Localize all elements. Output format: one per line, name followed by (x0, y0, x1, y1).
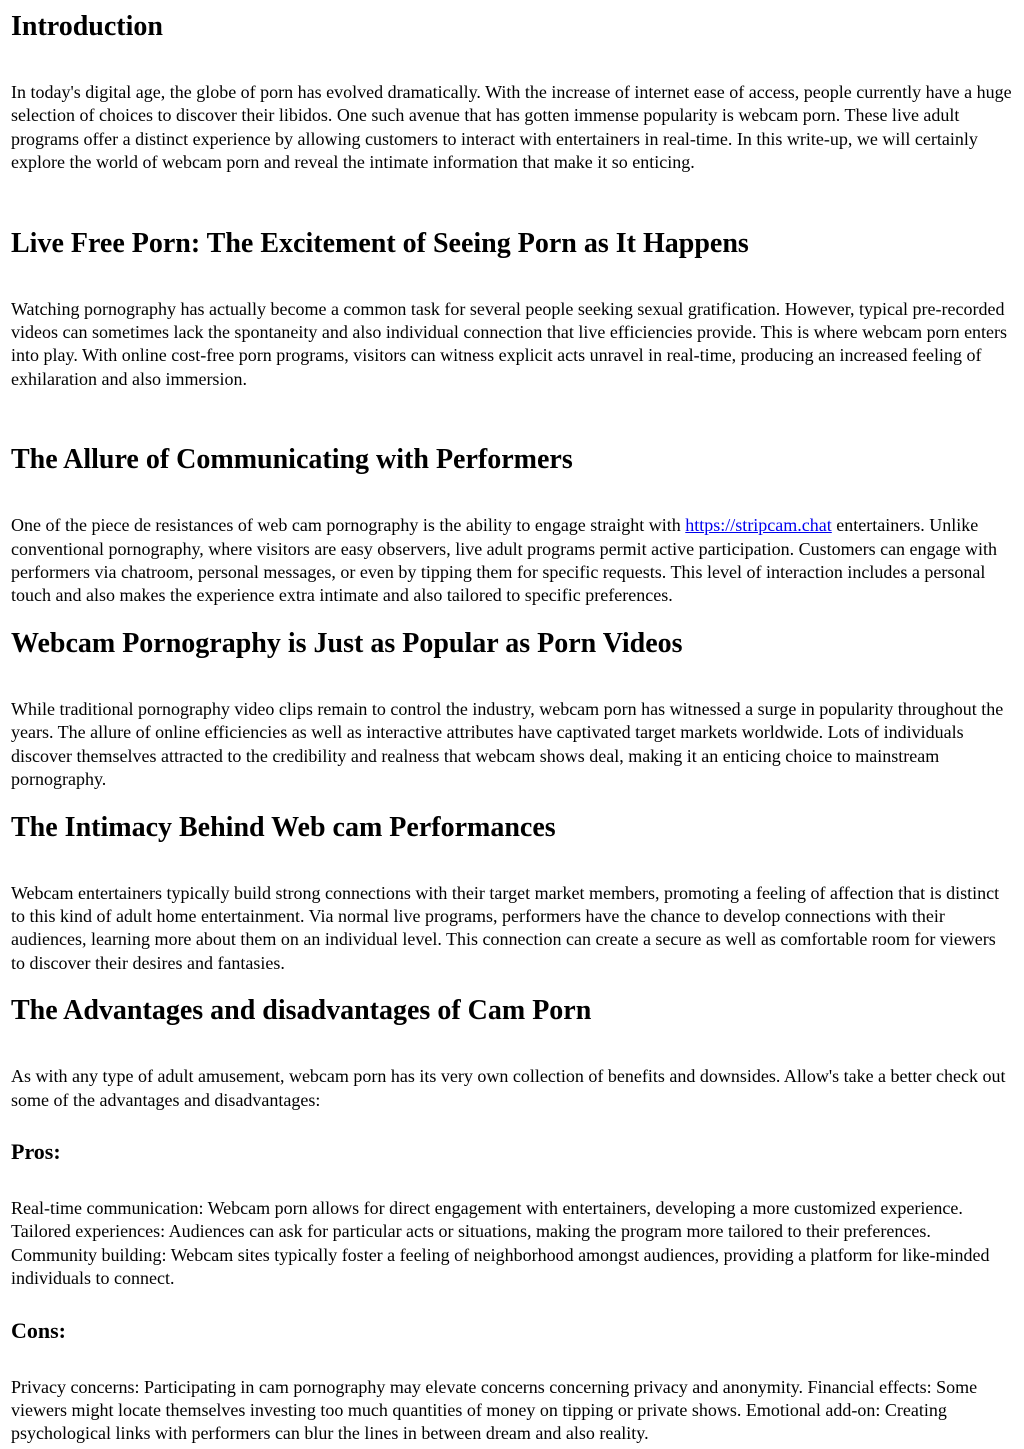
stripcam-link[interactable]: https://stripcam.chat (685, 515, 832, 536)
paragraph-intimacy: Webcam entertainers typically build strong connections with their target market members, promoting a feeling of affection that is distinct to this kind of adult home entertainment. Via normal live programs, performers have the chance to develop connections with their audiences, learning more about them on an individual level. This connection can create a secure as well as comfortable room for viewers to discover their desires and fantasies. (11, 882, 1000, 973)
paragraph-allure-text-before: One of the piece de resistances of web cam pornography is the ability to engage straight with (11, 515, 686, 536)
heading-live-free-porn: Live Free Porn: The Excitement of Seeing Porn as It Happens (11, 227, 749, 259)
paragraph-pros: Real-time communication: Webcam porn allows for direct engagement with entertainers, developing a more customized experience. Tailored experiences: Audiences can ask for particular acts or situations, making the program more tailored to their preferences. Community building: Webcam sites typically foster a feeling of neighborhood amongst audiences, providing a platform for like-minded individuals to connect. (11, 1197, 990, 1289)
heading-advantages-disadvantages: The Advantages and disadvantages of Cam Porn (11, 995, 592, 1027)
paragraph-live-free-porn: Watching pornography has actually become a common task for several people seeking sexual gratification. However, typical pre-recorded videos can sometimes lack the spontaneity and also individual connection that live efficiencies provide. This is where webcam porn enters into play. With online cost-free porn programs, visitors can witness explicit acts unravel in real-time, producing an increased feeling of exhilaration and also immersion. (11, 298, 1008, 389)
paragraph-webcam-popular: While traditional pornography video clips remain to control the industry, webcam porn has witnessed a surge in popularity throughout the years. The allure of online efficiencies as well as interactive attributes have captivated target markets worldwide. Lots of individuals discover themselves attracted to the credibility and realness that webcam shows deal, making it an enticing choice to mainstream pornography. (11, 698, 1004, 790)
heading-webcam-popular: Webcam Pornography is Just as Popular as Porn Videos (11, 627, 683, 659)
paragraph-introduction: In today's digital age, the globe of porn has evolved dramatically. With the increase of internet ease of access, people currently have a huge selection of choices to discover their libidos. One such avenue that has gotten immense popularity is webcam porn. These live adult programs offer a distinct experience by allowing customers to interact with entertainers in real-time. In this write-up, we will certainly explore the world of webcam porn and reveal the intimate information that make it so enticing. (11, 82, 1012, 173)
heading-introduction: Introduction (11, 11, 163, 42)
heading-allure: The Allure of Communicating with Performers (11, 444, 573, 476)
heading-cons: Cons: (11, 1317, 67, 1343)
heading-intimacy: The Intimacy Behind Web cam Performances (11, 811, 556, 843)
paragraph-cons: Privacy concerns: Participating in cam pornography may elevate concerns concerning privacy and anonymity. Financial effects: Some viewers might locate themselves investing too much quantities of money on tipping or private shows. Emotional add-on: Creating psychological links with performers can blur the lines in between dream and also reality. (11, 1376, 978, 1444)
paragraph-advantages-disadvantages: As with any type of adult amusement, webcam porn has its very own collection of benefits and downsides. Allow's take a better check out some of the advantages and disadvantages: (11, 1066, 1006, 1110)
paragraph-allure-text-after: entertainers. Unlike conventional pornography, where visitors are easy observers, live adult programs permit active participation. Customers can engage with performers via chatroom, personal messages, or even by tipping them for specific requests. This level of interaction includes a personal touch and also makes the experience extra intimate and also tailored to specific preferences. (11, 515, 998, 606)
paragraph-allure (11, 514, 1014, 608)
heading-pros: Pros: (11, 1138, 61, 1164)
